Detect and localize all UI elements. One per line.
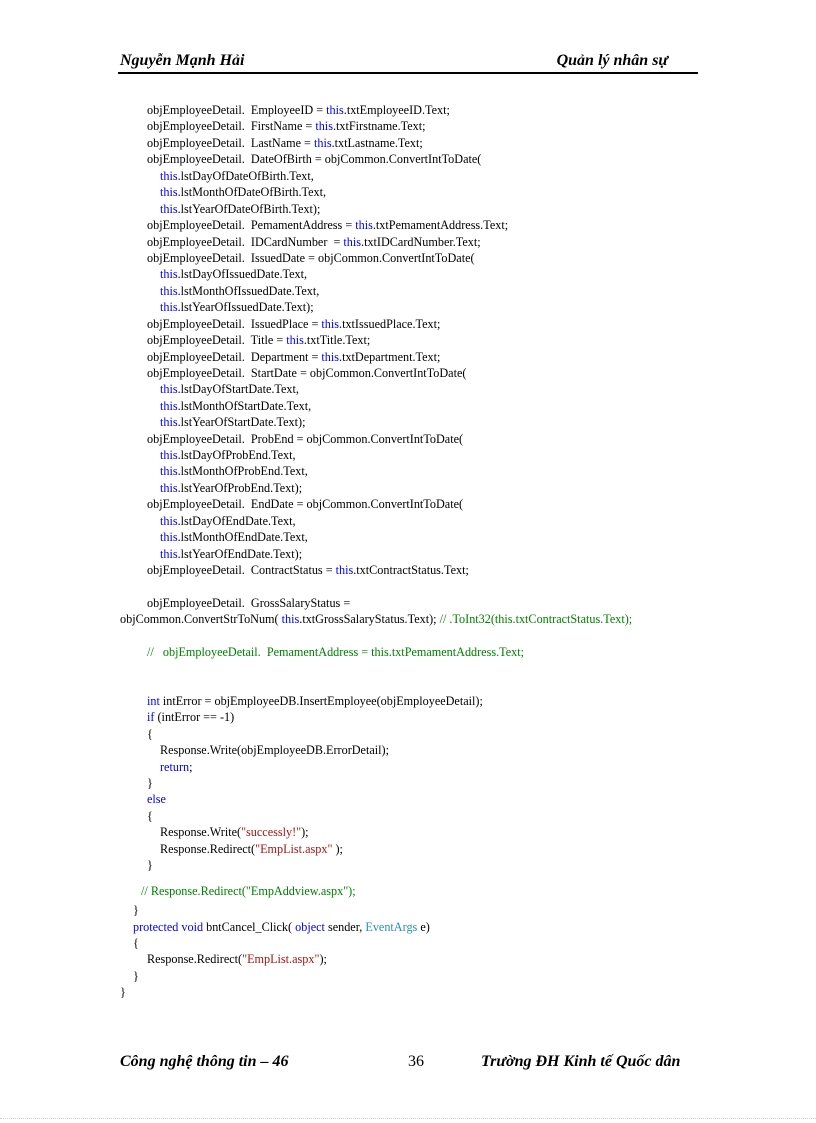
code-text: objEmployeeDetail. StartDate = objCommon.ConvertIntToDate(: [147, 366, 467, 380]
code-string: "EmpList.aspx": [255, 842, 333, 856]
code-text: .lstYearOfProbEnd.Text);: [177, 481, 303, 495]
code-line: [160, 447, 296, 463]
code-keyword: else: [147, 792, 166, 806]
code-text: .lstYearOfEndDate.Text);: [177, 547, 303, 561]
code-keyword: protected: [133, 920, 179, 934]
code-line: [160, 381, 299, 397]
code-line: [147, 250, 475, 266]
code-line: [133, 935, 139, 951]
code-keyword: this: [160, 382, 178, 396]
code-line: [160, 480, 302, 496]
footer-university: Trường ĐH Kinh tế Quốc dân: [481, 1053, 681, 1070]
code-keyword: this: [343, 235, 362, 249]
code-keyword: this: [160, 300, 178, 314]
code-comment: // .ToInt32(this.txtContractStatus.Text);: [439, 612, 633, 626]
code-line: [133, 919, 430, 935]
code-line: [147, 151, 481, 167]
code-text: objEmployeeDetail. EndDate = objCommon.ConvertIntToDate(: [147, 497, 464, 511]
code-keyword: this: [160, 169, 178, 183]
bottom-border: [0, 1118, 816, 1119]
code-text: .txtDepartment.Text;: [339, 350, 441, 364]
code-text: intError = objEmployeeDB.InsertEmployee(objEmployeeDetail);: [159, 694, 483, 708]
code-line: [147, 431, 463, 447]
code-string: "EmpList.aspx": [242, 952, 320, 966]
page-number: 36: [408, 1053, 424, 1070]
code-keyword: this: [315, 119, 333, 133]
code-line: [141, 883, 356, 899]
code-text: .lstDayOfStartDate.Text,: [177, 382, 299, 396]
code-keyword: this: [160, 185, 178, 199]
code-text: .txtIDCardNumber.Text;: [361, 235, 481, 249]
code-text: .lstDayOfDateOfBirth.Text,: [177, 169, 314, 183]
code-line: [133, 968, 139, 984]
code-keyword: this: [160, 481, 178, 495]
code-text: objEmployeeDetail. FirstName =: [147, 119, 316, 133]
code-line: [160, 414, 306, 430]
code-line: [147, 349, 440, 365]
footer-department: Công nghệ thông tin – 46: [120, 1053, 289, 1070]
code-text: }: [147, 858, 153, 872]
code-keyword: this: [160, 267, 178, 281]
code-line: [147, 726, 153, 742]
code-text: .txtContractStatus.Text;: [353, 563, 469, 577]
code-keyword: this: [160, 415, 178, 429]
code-keyword: this: [281, 612, 300, 626]
code-line: [147, 709, 234, 725]
code-text: Response.Write(: [160, 825, 242, 839]
code-text: objEmployeeDetail. ProbEnd = objCommon.ConvertIntToDate(: [147, 432, 464, 446]
code-line: [160, 266, 307, 282]
code-type: EventArgs: [365, 920, 418, 934]
code-line: [147, 332, 370, 348]
header-author: Nguyễn Mạnh Hải: [120, 52, 245, 69]
code-keyword: this: [160, 547, 178, 561]
code-comment: // Response.Redirect("EmpAddview.aspx");: [141, 884, 356, 898]
code-line: [147, 217, 508, 233]
code-text: .txtEmployeeID.Text;: [343, 103, 450, 117]
code-text: .lstYearOfStartDate.Text);: [177, 415, 306, 429]
code-line: [147, 951, 327, 967]
header-rule: [118, 72, 698, 74]
code-text: }: [147, 776, 153, 790]
code-line: [160, 529, 308, 545]
code-line: [147, 135, 423, 151]
code-line: [160, 463, 308, 479]
code-line: [147, 365, 466, 381]
code-keyword: this: [313, 136, 332, 150]
code-line: [160, 398, 311, 414]
code-line: [120, 984, 126, 1000]
code-line: [147, 644, 524, 660]
code-line: [160, 742, 389, 758]
code-keyword: this: [160, 399, 178, 413]
code-text: }: [133, 903, 139, 917]
code-line: [160, 759, 193, 775]
code-text: {: [147, 727, 153, 741]
code-line: [160, 513, 296, 529]
code-text: .txtGrossSalaryStatus.Text);: [299, 612, 440, 626]
code-text: .lstDayOfEndDate.Text,: [177, 514, 296, 528]
code-keyword: return: [160, 760, 190, 774]
code-text: Response.Redirect(: [147, 952, 243, 966]
code-keyword: this: [326, 103, 344, 117]
code-text: .lstDayOfIssuedDate.Text,: [177, 267, 308, 281]
code-text: objEmployeeDetail. DateOfBirth = objCommon.ConvertIntToDate(: [147, 152, 482, 166]
code-line: [147, 808, 153, 824]
code-text: {: [147, 809, 153, 823]
code-line: [160, 546, 302, 562]
code-keyword: object: [295, 920, 325, 934]
code-text: .lstDayOfProbEnd.Text,: [177, 448, 296, 462]
code-line: [160, 824, 309, 840]
code-text: .txtIssuedPlace.Text;: [339, 317, 441, 331]
code-keyword: this: [160, 514, 178, 528]
code-keyword: this: [321, 317, 340, 331]
code-line: [147, 102, 450, 118]
code-keyword: void: [181, 920, 204, 934]
code-text: Response.Redirect(: [160, 842, 256, 856]
code-keyword: this: [335, 563, 354, 577]
code-line: [160, 283, 319, 299]
code-text: objEmployeeDetail. IDCardNumber =: [147, 235, 344, 249]
code-text: objEmployeeDetail. IssuedDate = objCommon.ConvertIntToDate(: [147, 251, 475, 265]
code-keyword: this: [160, 464, 178, 478]
code-text: (intError == -1): [154, 710, 235, 724]
code-text: objEmployeeDetail. ContractStatus =: [147, 563, 336, 577]
code-text: Response.Write(objEmployeeDB.ErrorDetail);: [160, 743, 389, 757]
code-text: .lstYearOfDateOfBirth.Text);: [177, 202, 321, 216]
code-comment: // objEmployeeDetail. PemamentAddress = this.txtPemamentAddress.Text;: [147, 645, 524, 659]
code-text: bntCancel_Click(: [203, 920, 296, 934]
code-text: objEmployeeDetail. GrossSalaryStatus =: [147, 596, 351, 610]
code-text: );: [332, 842, 343, 856]
code-text: objEmployeeDetail. Department =: [147, 350, 322, 364]
code-keyword: int: [147, 694, 160, 708]
code-text: }: [120, 985, 126, 999]
code-line: [147, 562, 469, 578]
code-line: [147, 857, 153, 873]
code-line: [160, 201, 320, 217]
code-text: .txtTitle.Text;: [303, 333, 371, 347]
code-text: objEmployeeDetail. EmployeeID =: [147, 103, 327, 117]
code-keyword: this: [321, 350, 340, 364]
code-text: objEmployeeDetail. IssuedPlace =: [147, 317, 322, 331]
code-line: [147, 693, 483, 709]
code-keyword: this: [160, 448, 178, 462]
code-text: );: [319, 952, 327, 966]
code-line: [160, 841, 343, 857]
code-text: }: [133, 969, 139, 983]
code-line: [147, 496, 463, 512]
code-text: .txtLastname.Text;: [331, 136, 423, 150]
code-text: objEmployeeDetail. PemamentAddress =: [147, 218, 356, 232]
code-line: [147, 234, 481, 250]
header-title: Quản lý nhân sự: [556, 52, 668, 69]
code-line: [147, 775, 153, 791]
code-text: objEmployeeDetail. Title =: [147, 333, 287, 347]
code-text: .lstMonthOfProbEnd.Text,: [177, 464, 308, 478]
code-text: .lstYearOfIssuedDate.Text);: [177, 300, 314, 314]
code-keyword: this: [286, 333, 304, 347]
code-keyword: if: [147, 710, 155, 724]
code-text: sender,: [324, 920, 366, 934]
code-string: "successly!": [241, 825, 302, 839]
code-text: .lstMonthOfEndDate.Text,: [177, 530, 308, 544]
code-text: e): [417, 920, 430, 934]
code-text: {: [133, 936, 139, 950]
code-text: .lstMonthOfStartDate.Text,: [177, 399, 312, 413]
code-text: .lstMonthOfDateOfBirth.Text,: [177, 185, 327, 199]
code-text: .txtPemamentAddress.Text;: [372, 218, 509, 232]
code-text: .lstMonthOfIssuedDate.Text,: [177, 284, 320, 298]
code-text: objEmployeeDetail. LastName =: [147, 136, 314, 150]
code-line: [120, 611, 632, 627]
code-line: [160, 168, 314, 184]
code-line: [147, 316, 440, 332]
code-keyword: this: [355, 218, 373, 232]
code-keyword: this: [160, 202, 178, 216]
code-line: [147, 595, 350, 611]
code-text: ;: [189, 760, 193, 774]
code-text: objCommon.ConvertStrToNum(: [120, 612, 282, 626]
code-text: .txtFirstname.Text;: [332, 119, 426, 133]
code-keyword: this: [160, 284, 178, 298]
code-line: [147, 118, 426, 134]
code-line: [133, 902, 139, 918]
code-text: );: [301, 825, 309, 839]
code-keyword: this: [160, 530, 178, 544]
code-line: [160, 299, 314, 315]
code-line: [147, 791, 166, 807]
code-line: [160, 184, 326, 200]
